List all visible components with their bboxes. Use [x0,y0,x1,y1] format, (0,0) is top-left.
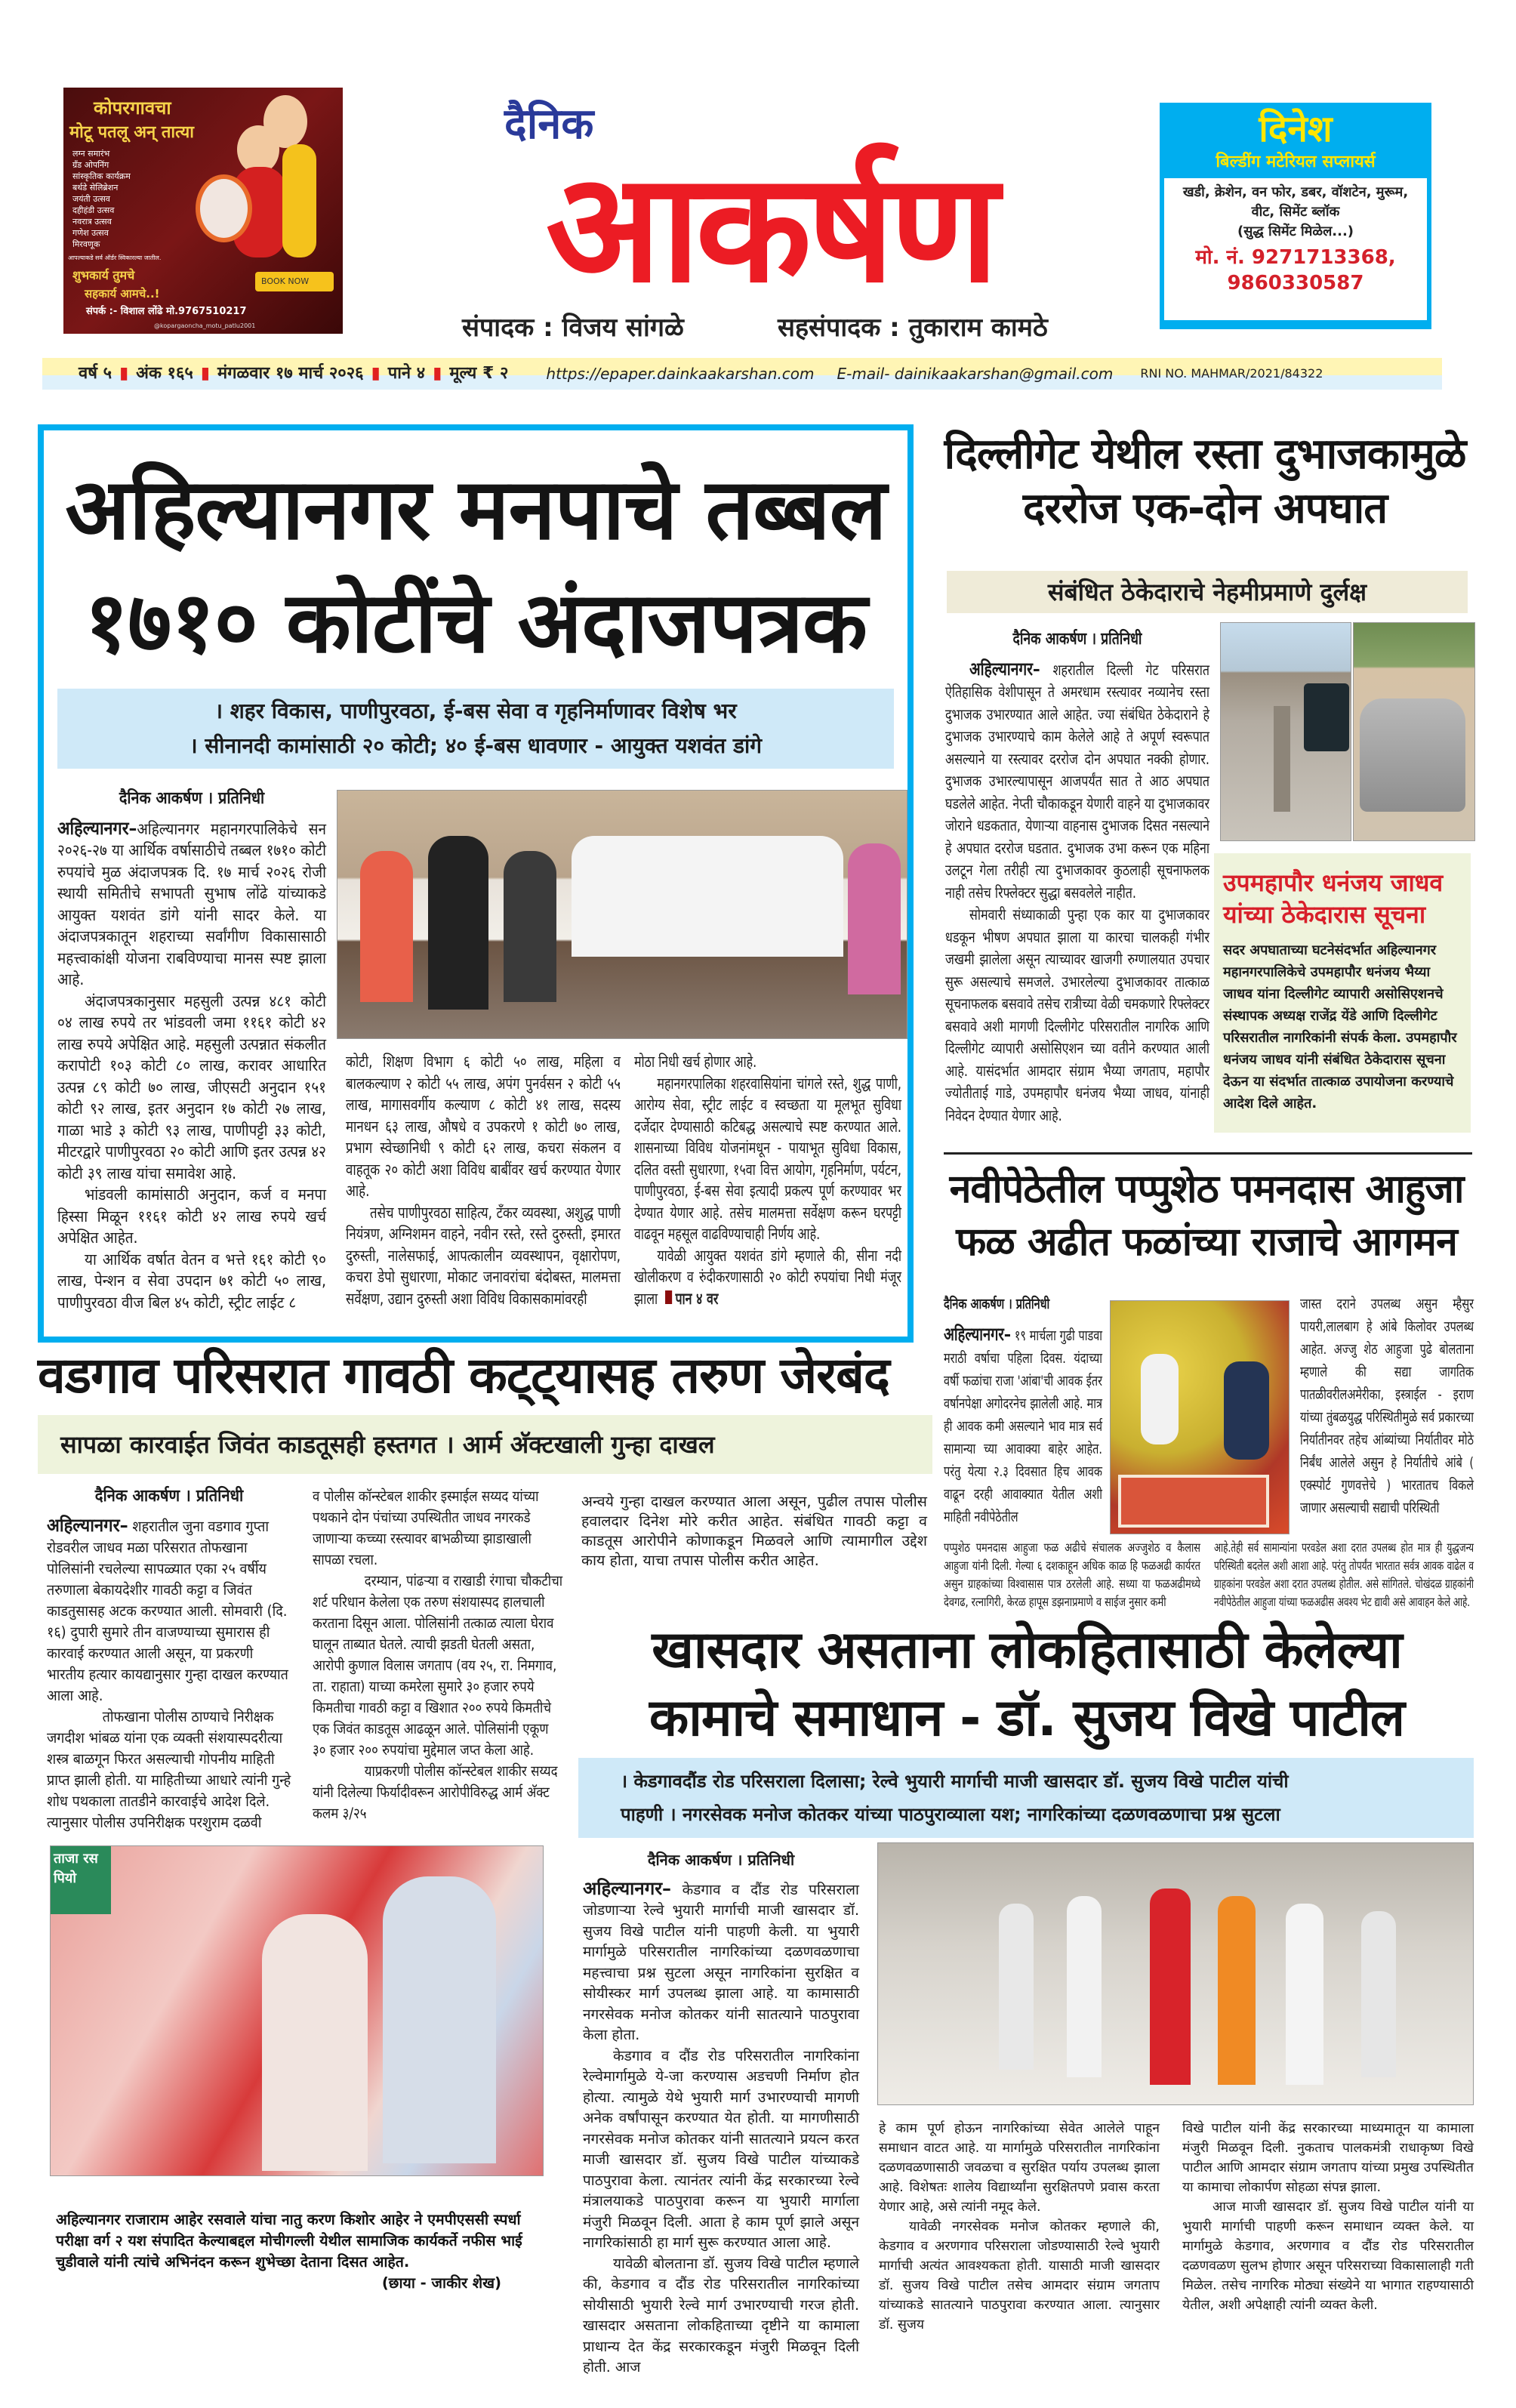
dateline-items [79,358,1323,390]
ad-service: गणेश उत्सव [72,228,109,238]
lead-column-3 [634,1051,901,1309]
delhigate-headline-1: दिल्लीगेट येथील रस्ता दुभाजकामुळे [944,430,1466,479]
ad-phone-1: मो. नं. 9271713368, [1195,246,1396,269]
paragraph: मोठा निधी खर्च होणार आहे. [634,1053,757,1071]
paragraph: विखे पाटील यांनी केंद्र सरकारच्या माध्यमातून या कामाला मंजुरी मिळवून दिली. नुकताच पालकमंत्री राधाकृष्ण विखे पाटील आणि आमदार संग्राम जगताप यांच्या प्रमुख उपस्थितीत या कामाचा लोकार्पण सोहळा संपन्न झाला. [1182,2121,1474,2195]
delhigate-subheadline-band [947,571,1468,613]
ad-service-line [72,239,186,250]
vadgaon-column-3 [581,1492,927,1571]
paragraph: सोमवारी संध्याकाळी पुन्हा एक कार या दुभाजकावर धडकून भीषण अपघात झाला या कारचा चालकही गंभीर जखमी झालेला असून त्याच्यावर खाजगी रुग्णालयात उपचार सुरू असल्याचे समजले. उभारलेल्या दुभाजकावर तात्काळ सूचनाफलक बसवावे तसेच रात्रीच्या वेळी चमकणारे रिफ्लेक्टर बसवावे अशी मागणी दिल्लीगेट परिसरातील नागरिक आणि दिल्लीगेट व्यापारी असोसिएशन च्या वतीने करण्यात आली आहे. यासंदर्भात आमदार संग्राम भैय्या जगताप, महापौर ज्योतीताई गाडे, उपमहापौर धनंजय भैय्या जाधव, यांनाही निवेदन देण्यात येणार आहे. [945,905,1209,1124]
ad-handle-line [154,322,335,331]
paragraph: पप्पुशेठ पमनदास आहुजा फळ अढीचे संचालक अज्जुशेठ व कैलास आहुजा यांनी दिली. गेल्या ६ दशकाहून अधिक काळ हि फळअढी कार्यरत असुन ग्राहकांच्या विश्वासास पात्र ठरलेली आहे. सध्या या फळअढीमध्ये देवगढ, रत्नागिरी, केरळ हापूस डझनाप्रमाणे व साईज नुसार कमी [944,1540,1200,1609]
lead-headline-1: अहिल्यानगर मनपाचे तब्बल [65,461,886,559]
fruit-headline-2: फळ अढीत फळांच्या राजाचे आगमन [956,1219,1457,1265]
paragraph: अंदाजपत्रकानुसार महसुली उत्पन्न ४८१ कोटी ०४ लाख रुपये तर भांडवली जमा ११६१ कोटी ४२ लाख रुपये अपेक्षित आहे. महसुली उत्पन्नात संकलीत करापोटी १०३ कोटी ८० लाख, करावर आधारित उत्पन्न ८९ कोटी ७० लाख, जीएसटी अनुदान १५१ कोटी ९२ लाख, इतर अनुदान १७ कोटी २७ लाख, गाळा भाडे ३ कोटी ९३ लाख, पाणीपट्टी ३३ कोटी, मीटरद्वारे पाणीपुरवठा २० कोटी आणि इतर उत्पन्न ४२ कोटी ३९ लाख यांचा समावेश आहे. [57,991,326,1182]
lead-headline-1-line [53,453,898,566]
sidebar-title-2: यांच्या ठेकेदारास सूचना [1223,900,1426,929]
ad-service-line [72,227,186,239]
ad-tagline-1-line [72,267,246,284]
separator-icon: ▮ [119,364,129,383]
paragraph: जास्त दराने उपलब्ध असुन म्हैसुर पायरी,लालबाग हे आंबे किलोवर उपलब्ध आहेत. अज्जु शेठ आहुजा पुढे बोलताना म्हणाले की सद्या जागतिक पातळीवरीलअमेरीका, इस्त्राईल - इराण यांच्या तुंबळयुद्ध परिस्थितीमुळे सर्व प्रकारच्या निर्यातीनवर तहेच आंब्यांच्या निर्यातीवर मोठे निर्बंध आलेले असुन हे निर्यातीचे आंबे ( एक्स्पोर्ट गुणवत्तेचे ) भारतातच विकले जाणार असल्याची सद्याची परिस्थिती [1300,1296,1474,1516]
road-divider-photo [1220,622,1351,841]
continued-label: पान ४ वर [675,1289,719,1308]
masthead-title: आकर्षण [545,140,995,316]
ad-contact: संपर्क :- विशाल लोंढे मो.9767510217 [86,306,247,317]
lead-subheadline-band [57,689,894,769]
advertisement-dinesh-building-material [1160,103,1431,329]
paragraph: व पोलीस कॉन्स्टेबल शाकीर इस्माईल सय्यद यांच्या पथकाने दोन पंचांच्या उपस्थितीत जाधव नगरकडे जाणाऱ्या कच्च्या रस्त्यावर बाभळीच्या झाडाखाली सापळा रचला. [313,1488,539,1568]
co-editor-line [778,311,1125,344]
masthead-prefix: दैनिक [504,100,594,149]
fruit-column-3 [1300,1293,1474,1519]
celebration-photo [50,1845,544,2176]
separator-icon: ▮ [371,364,381,383]
ad-note-line [1172,222,1419,242]
ad-service: जयंती उत्सव [72,194,110,204]
vikhe-headline-2-line [574,1685,1480,1752]
volume: वर्ष ५ [79,364,112,383]
ad-service: लग्न समारंभ [72,149,110,159]
paragraph: कोटी, शिक्षण विभाग ६ कोटी ५० लाख, महिला व बालकल्याण २ कोटी ५५ लाख, अपंग पुनर्वसन २ कोटी ५५ लाख, मागासवर्गीय कल्याण ८ कोटी ४१ लाख, सदस्य मानधन ६३ लाख, औषधे व उपकरणे १ कोटी ७० लाख, प्रभाग स्वेच्छानिधी ९ कोटी ६२ लाख, कचरा संकलन व वाहतूक २० कोटी अशा विविध बाबींवर खर्च करण्यात येणार आहे. [346,1053,621,1200]
ad-phone-2: 9860330587 [1227,272,1364,294]
ad-services [72,148,186,250]
paragraph: १९ मार्चला गुढी पाडवा मराठी वर्षाचा पहिला दिवस. यंदाच्या वर्षी फळांचा राजा 'आंबा'ची आवक ईतर वर्षानपेक्षा अगोदरनेच झालेली आहे. मात्र ही आवक कमी असल्याने भाव मात्र सर्व सामान्या च्या आवाक्या बाहेर आहेत. परंतु येत्या २.३ दिवसात हिच आवक वाढून दरही आवाक्यात येतील अशी माहिती नवीपेठेतील [944,1327,1102,1525]
fruit-headline-2-line [936,1216,1477,1269]
ad-service: बर्थडे सेलिब्रेशन [72,183,119,193]
vadgaon-headline-line [30,1338,936,1414]
ad-name: दिनेश [1259,108,1333,150]
page-count: पाने ४ [387,364,426,383]
editor-name: संपादक : विजय सांगळे [462,313,684,343]
ad-phone-1-line [1172,245,1419,270]
paragraph: महानगरपालिका शहरवासियांना चांगले रस्ते, शुद्ध पाणी, आरोग्य सेवा, स्ट्रीट लाईट व स्वच्छता या मूलभूत सुविधा दर्जेदार देण्यासाठी कटिबद्ध असल्याचे स्पष्ट करण्यात आले. शासनाच्या विविध योजनांमधून - पायाभूत सुविधा विकास, दलित वस्ती सुधारणा, १५वा वित्त आयोग, गृहनिर्माण, पर्यटन, पाणीपुरवठा, ई-बस सेवा इत्यादी प्रकल्प पूर्ण करण्यावर भर देण्यात येणार आहे. तसेच मालमत्ता सर्वेक्षण करून घरपट्टी वाढवून महसूल वाढविण्याचाही निर्णय आहे. [634,1074,901,1243]
ad-note: (सुद्ध सिमेंट मिळेल...) [1237,224,1354,239]
byline: दैनिक आकर्षण । प्रतिनिधी [647,1851,795,1869]
paragraph: शहरातील जुना वडगाव गुप्ता रोडवरील जाधव मळा परिसरात तोफखाना पोलिसांनी रचलेल्या सापळ्यात एका २५ वर्षीय तरुणाला बेकायदेशीर गावठी कट्टा व जिवंत काडतुसासह अटक करण्यात आली. सोमवारी (दि. १६) दुपारी सुमारे तीन वाजण्याच्या सुमारास ही कारवाई करण्यात आली असून, या प्रकरणी भारतीय हत्यार कायद्यानुसार गुन्हा दाखल करण्यात आला आहे. [47,1518,288,1704]
ad-subtitle-line [1164,151,1427,174]
ad-handle: @kopargaoncha_motu_patlu2001 [154,322,256,329]
vadgaon-headline: वडगाव परिसरात गावठी कट्ट्यासह तरुण जेरबंद [38,1346,889,1404]
lead-headline-2-line [53,566,898,680]
vikhe-headline-1-line [574,1617,1480,1684]
paragraph: अन्वये गुन्हा दाखल करण्यात आला असून, पुढील तपास पोलीस हवालदार दिनेश मोरे करीत आहेत. संबंधित गावठी कट्टा व काडतूस आरोपीने कोणाकडून मिळवले आणि त्यामागील उद्देश काय होता, याचा तपास पोलीस करीत आहेत. [581,1493,927,1569]
ad-tagline-2-line [85,285,246,302]
paragraph: अहिल्यानगर महानगरपालिकेचे सन २०२६-२७ या आर्थिक वर्षासाठीचे तब्बल १७१० कोटी रुपयांचे मुळ अंदाजपत्रक दि. १७ मार्च २०२६ रोजी स्थायी समितीचे सभापती सुभाष लोंढे यांच्याकडे आयुक्त यशवंत डांगे यांनी सादर केले. या अंदाजपत्रकातून शहराच्या सर्वांगीण विकासासाठी महत्त्वाकांक्षी योजना राबविण्याचा मानस स्पष्ट झाला आहे. [57,819,326,988]
paragraph: हे काम पूर्ण होऊन नागरिकांच्या सेवेत आलेले पाहून समाधान वाटत आहे. या मार्गामुळे परिसरातील नागरिकांना दळणवळणासाठी जवळचा व सुरक्षित पर्याय उपलब्ध झाला आहे. विशेषतः शालेय विद्यार्थ्यांना सुरक्षितपणे प्रवास करता येणार आहे, असे त्यांनी नमूद केले. [879,2121,1160,2215]
ad-service-line [72,182,186,193]
fruit-bottom-left [944,1539,1200,1611]
ad-phone-2-line [1172,270,1419,296]
fruit-headline-1-line [936,1163,1477,1216]
budget-presentation-photo [337,790,907,1039]
paragraph: या आर्थिक वर्षात वेतन व भत्ते १६१ कोटी ९० लाख, पेन्शन व सेवा उपदान ७१ कोटी ५० लाख, पाणीपुरवठा वीज बिल ४५ कोटी, स्ट्रीट लाईट ८ [57,1250,326,1312]
ad-service: ग्रँड ओपनिंग [72,160,109,170]
paragraph: आज माजी खासदार डॉ. सुजय विखे पाटील यांनी या भुयारी मार्गाची पाहणी करून समाधान व्यक्त केले. या मार्गामुळे केडगाव, अरणगाव व दौंड रोड परिसरातील दळणवळण सुलभ होणार असून परिसराच्या विकासालाही गती मिळेल. तसेच नागरिक मोठ्या संख्येने या भागात राहण्यासाठी येतील, अशी अपेक्षाही त्यांनी व्यक्त केली. [1182,2200,1474,2313]
deputy-mayor-sidebar-box [1214,853,1471,1133]
vikhe-headline-1: खासदार असताना लोकहितासाठी केलेल्या [652,1620,1402,1680]
paragraph: यावेळी बोलताना डॉ. सुजय विखे पाटील म्हणाले की, केडगाव व दौंड रोड परिसरातील नागरिकांच्या सोयीसाठी भुयारी रेल्वे मार्ग उभारण्याची गरज होती. खासदार असताना लोकहिताच्या दृष्टीने या कामाला प्राधान्य देत केंद्र सरकारकडून मंजुरी मिळवून दिली होती. आज [583,2255,859,2376]
book-now-button [255,272,334,291]
ad-title-1: कोपरगावचा [94,97,171,119]
vikhe-headline-2: कामाचे समाधान - डॉ. सुजय विखे पाटील [649,1688,1404,1748]
dateline-place: अहिल्यानगर– [944,1324,1011,1345]
co-editor-name: सहसंपादक : तुकाराम कामठे [778,313,1048,343]
paragraph: आहे.तेही सर्व सामान्यांना परवडेल अशा दरात उपलब्ध होत मात्र ही युद्धजन्य परिस्थिती बदलेल अशी आशा आहे. परंतु तोपर्यंत भारतात सर्वत्र आवक वाढेल व ग्राहकांना परवडेल अशा दरात उपलब्ध होतील. असे सांगितले. चोखंदळ ग्राहकांनी नवीपेठेतील आहुजा यांच्या फळअढीस अवश्य भेट द्यावी असे आवाहन केले आहे. [1214,1540,1474,1609]
vikhe-subheadline-1: । केडगावदौंड रोड परिसराला दिलासा; रेल्वे भुयारी मार्गाची माजी खासदार डॉ. सुजय विखे पाटील यांची [621,1771,1289,1792]
ad-title-2-line [69,122,258,143]
paragraph: तोफखाना पोलीस ठाण्याचे निरीक्षक जगदीश भांबळ यांना एक व्यक्ती संशयास्पदरीत्या शस्त्र बाळगून फिरत असल्याची गोपनीय माहिती प्राप्त झाली होती. या माहितीच्या आधारे त्यांनी गुन्हे शोध पथकाला तातडीने कारवाईचे आदेश दिले. त्यानुसार पोलीस उपनिरीक्षक परशुराम दळवी [47,1708,291,1831]
ad-tagline-1: शुभकार्य तुमचे [72,268,135,282]
delhigate-headline-2: दररोज एक-दोन अपघात [1022,484,1388,533]
byline: दैनिक आकर्षण । प्रतिनिधी [94,1487,244,1506]
delhigate-subheadline: संबंधित ठेकेदाराचे नेहमीप्रमाणे दुर्लक्ष [1047,578,1367,606]
paragraph: भांडवली कामांसाठी अनुदान, कर्ज व मनपा हिस्सा मिळून ११६१ कोटी ४२ लाख रुपये खर्च अपेक्षित आहेत. [57,1186,326,1247]
separator-icon: ▮ [200,364,210,383]
vadgaon-subheadline: सापळा कारवाईत जिवंत काडतूसही हस्तगत । आर्म अ‍ॅक्टखाली गुन्हा दाखल [60,1430,715,1459]
book-now-label: BOOK NOW [261,276,310,286]
lead-subheadline-2: । सीनानदी कामांसाठी २० कोटी; ४० ई-बस धावणार - आयुक्त यशवंत डांगे [189,733,762,758]
ad-note-line [68,254,219,263]
ad-service-line [72,193,186,205]
website-link[interactable]: https://epaper.dainkaakarshan.com [546,365,815,383]
ad-title-2: मोटू पतलू अन् तात्या [69,123,194,142]
dateline-strip [42,358,1442,390]
sidebar-title-2-line [1223,899,1462,930]
byline: दैनिक आकर्षण । प्रतिनिधी [1012,630,1142,649]
paragraph: केडगाव व दौंड रोड परिसराला जोडणाऱ्या रेल्वे भुयारी मार्गाची माजी खासदार डॉ. सुजय विखे पाटील यांनी पाहणी केली. या भुयारी मार्गामुळे परिसरातील नागरिकांच्या दळणवळणाचा महत्त्वाचा प्रश्न सुटला असून नागरिकांना सुरक्षित व सोयीस्कर मार्ग उपलब्ध झाला आहे. या कामासाठी नगरसेवक मनोज कोतकर यांनी सातत्याने पाठपुरावा केला होता. [583,1881,859,2043]
ad-note: आपल्याकडे सर्व ऑर्डर स्विकारल्या जातील. [68,254,162,261]
paragraph: याप्रकरणी पोलीस कॉन्स्टेबल शाकीर सय्यद यांनी दिलेल्या फिर्यादीवरून आरोपीविरुद्ध आर्म अ‍ॅक्ट कलम ३/२५ [313,1762,558,1822]
ad-name-line [1164,107,1427,151]
issue-number: अंक १६५ [136,364,193,383]
fruit-headline-1: नवीपेठेतील पप्पुशेठ पमनदास आहुजा [949,1167,1464,1212]
dateline-place: अहिल्यानगर– [47,1515,128,1536]
sidebar-text: सदर अपघाताच्या घटनेसंदर्भात अहिल्यानगर महानगरपालिकेचे उपमहापौर धनंजय भैय्या जाधव यांना दिल्लीगेट व्यापारी असोसिएशनचे संस्थापक अध्यक्ष राजेंद्र येंडे आणि दिल्लीगेट परिसरातील नागरिकांनी संपर्क केला. उपमहापौर धनंजय जाधव यांनी संबंधित ठेकेदारास सूचना देऊन या संदर्भात तात्काळ उपायोजना करण्याचे आदेश दिले आहेत. [1223,942,1457,1112]
cartoon-characters-illustration [192,95,335,269]
paragraph: तसेच पाणीपुरवठा साहित्य, टँकर व्यवस्था, अशुद्ध पाणी नियंत्रण, अग्निशमन वाहने, नवीन रस्ते, रस्ते दुरुस्ती, इमारत दुरुस्ती, नालेसफाई, आपत्कालीन व्यवस्थापन, वृक्षारोपण, कचरा डेपो सुधारणा, मोकाट जनावरांचा बंदोबस्त, मालमत्ता सर्वेक्षण, उद्यान दुरुस्ती अशा विविध विकासकामांवरही [346,1203,621,1308]
subway-inspection-photo [877,1842,1474,2105]
ad-service-line [72,159,186,171]
ad-service-line [72,205,186,216]
byline: दैनिक आकर्षण । प्रतिनिधी [119,789,265,808]
ad-service: नवरात्र उत्सव [72,217,112,227]
shop-signboard: ताजा रस पियो [51,1846,111,1914]
delhigate-headline-2-line [933,482,1477,536]
rni-number: RNI NO. MAHMAR/2021/84322 [1140,366,1323,381]
advertisement-motu-patlu [63,88,343,334]
vadgaon-subheadline-band [38,1415,932,1474]
ad-service: सांस्कृतिक कार्यक्रम [72,171,131,181]
paragraph: केडगाव व दौंड रोड परिसरातील नागरिकांना रेल्वेमार्गामुळे ये-जा करण्यास अडचणी निर्माण होत होत्या. त्यामुळे येथे भुयारी मार्ग उभारण्याची मागणी अनेक वर्षांपासून करण्यात येत होती. या मागणीसाठी नगरसेवक मनोज कोतकर यांनी सातत्याने प्रयत्न करत माजी खासदार डॉ. सुजय विखे पाटील यांच्याकडे पाठपुरावा केला. त्यानंतर त्यांनी केंद्र सरकारच्या रेल्वे मंत्रालयाकडे पाठपुरावा करून या भुयारी मार्गाला मंजुरी मिळवून दिली. आता हे काम पूर्ण झाले असून नागरिकांसाठी हा मार्ग सुरू करण्यात आला आहे. [583,2047,859,2251]
dateline-place: अहिल्यानगर– [583,1877,672,1899]
lead-column-2 [346,1051,621,1309]
ad-title-1-line [94,97,245,119]
ad-details-box [1164,178,1427,320]
fruit-bottom-right [1214,1539,1474,1611]
ad-service-line [72,216,186,227]
vadgaon-column-2 [313,1486,565,1824]
photo-caption-block [56,2209,547,2294]
masthead-title-line [400,140,1140,316]
sidebar-title-1: उपमहापौर धनंजय जाधव [1223,868,1444,897]
photo-credit: (छाया - जाकीर शेख) [381,2274,501,2292]
separator-icon: ▮ [433,364,442,383]
paragraph: दरम्यान, पांढऱ्या व राखाडी रंगाचा चौकटीचा शर्ट परिधान केलेला एक तरुण संशयास्पद हालचाली करताना दिसून आला. पोलिसांनी तत्काळ त्याला घेराव घालून ताब्यात घेतले. त्याची झडती घेतली असता, आरोपी कुणाल विलास जगताप (वय २५, रा. निमगाव, ता. राहाता) याच्या कमरेला सुमारे ३० हजार रुपये किमतीचा गावठी कट्टा व खिशात २०० रुपये किमतीचे एक जिवंत काडतूस आढळून आले. पोलिसांनी एकूण ३० हजार २०० रुपयांचा मुद्देमाल जप्त केला आहे. [313,1572,563,1759]
vikhe-subheadline-band [578,1758,1474,1838]
ad-service-line [72,148,186,159]
dateline-place: अहिल्यानगर– [57,817,137,839]
ad-tagline-2: सहकार्य आमचे..! [85,287,160,301]
ad-subtitle: बिल्डींग मटेरियल सप्लायर्स [1216,153,1376,171]
dateline-place: अहिल्यानगर– [969,658,1040,680]
sidebar-title-1-line [1223,867,1462,899]
price: मूल्य ₹ २ [449,364,509,383]
issue-date: मंगळवार १७ मार्च २०२६ [217,364,364,383]
vikhe-column-3 [1182,2119,1474,2315]
vikhe-column-1 [583,1850,859,2379]
lead-column-1 [57,788,326,1313]
continued-on-page-link[interactable] [661,1290,718,1308]
paragraph: शहरातील दिल्ली गेट परिसरात ऐतिहासिक वेशीपासून ते अमरधाम रस्त्यावर नव्यानेच रस्ता दुभाजक उभारण्यात आले आहेत. ज्या संबंधित ठेकेदाराने हे दुभाजक उभारण्याचे काम केलेले आहे ते अपूर्ण स्वरूपात असल्याने या रस्त्यावर दररोज दोन अपघात नक्की होणार. दुभाजक उभारल्यापासून आजपर्यंत सात ते आठ अपघात घडलेले आहेत. नेप्ती चौकाकडून येणारी वाहने या दुभाजकावर जोराने धडकतात, येणाऱ्या वाहनास दुभाजक दिसत नसल्याने हे अपघात दररोज घडतात. दुभाजक उभा करून एक महिना उलटून गेला तरीही त्या दुभाजकावर कुठलाही सूचनाफलक नाही तसेच रिफ्लेक्टर सुद्धा बसवलेले नाहीत. [945,660,1209,902]
photo-caption: अहिल्यानगर राजाराम आहेर रसवाले यांचा नातु करण किशोर आहेर ने एमपीएससी स्पर्धा परीक्षा वर्ग २ यश संपादित केल्याबद्दल मोचीगल्ली येथील सामाजिक कार्यकर्ते नफीस भाई चुडीवाले यांनी त्यांचे अभिनंदन करून शुभेच्छा देताना दिसत आहेत. [56,2211,522,2271]
ad-items: खडी, क्रेशेन, वन फोर, डबर, वॉशटेन, मुरूम, वीट, सिमेंट ब्लॉक [1182,184,1409,220]
lead-subheadline-1: । शहर विकास, पाणीपुरवठा, ई-बस सेवा व गृहनिर्माणावर विशेष भर [214,698,737,723]
paragraph: यावेळी नगरसेवक मनोज कोतकर म्हणाले की, केडगाव व अरणगाव परिसराला जोडण्यासाठी रेल्वे भुयारी मार्गाची अत्यंत आवश्यकता होती. यासाठी माजी खासदार डॉ. सुजय विखे पाटील तसेच आमदार संग्राम जगताप यांच्याकडे सातत्याने पाठपुरावा करण्यात आला. त्यानुसार डॉ. सुजय [879,2219,1160,2332]
editor-line [462,311,764,344]
vadgaon-column-1 [47,1486,291,1833]
column-divider [944,1152,1472,1155]
vikhe-column-2 [879,2119,1160,2335]
ad-service-line [72,171,186,182]
ad-service: दहीहंडी उत्सव [72,205,115,215]
delhigate-headline-1-line [933,427,1477,482]
fruit-column-1 [944,1293,1102,1528]
byline: दैनिक आकर्षण । प्रतिनिधी [944,1296,1050,1312]
vikhe-subheadline-2: पाहणी । नगरसेवक मनोज कोतकर यांच्या पाठपुराव्याला यश; नागरिकांच्या दळणवळणाचा प्रश्न सुटला [621,1804,1280,1825]
damaged-car-photo [1353,622,1475,841]
lead-headline-2: १७१० कोटींचे अंदाजपत्रक [84,574,867,672]
ad-contact-line [86,305,338,319]
ad-service: मिरवणूक [72,239,100,249]
delhigate-column-1 [945,628,1209,1127]
paragraph: यावेळी आयुक्त यशवंत डांगे म्हणाले की, सीना नदी खोलीकरण व रुंदीकरणासाठी २० कोटी रुपयांचा निधी मंजूर झाला [634,1246,901,1308]
continued-marker-icon [665,1290,672,1304]
email-link[interactable]: E-mail- dainikaakarshan@gmail.com [837,365,1114,383]
mango-shop-photo [1110,1300,1290,1534]
